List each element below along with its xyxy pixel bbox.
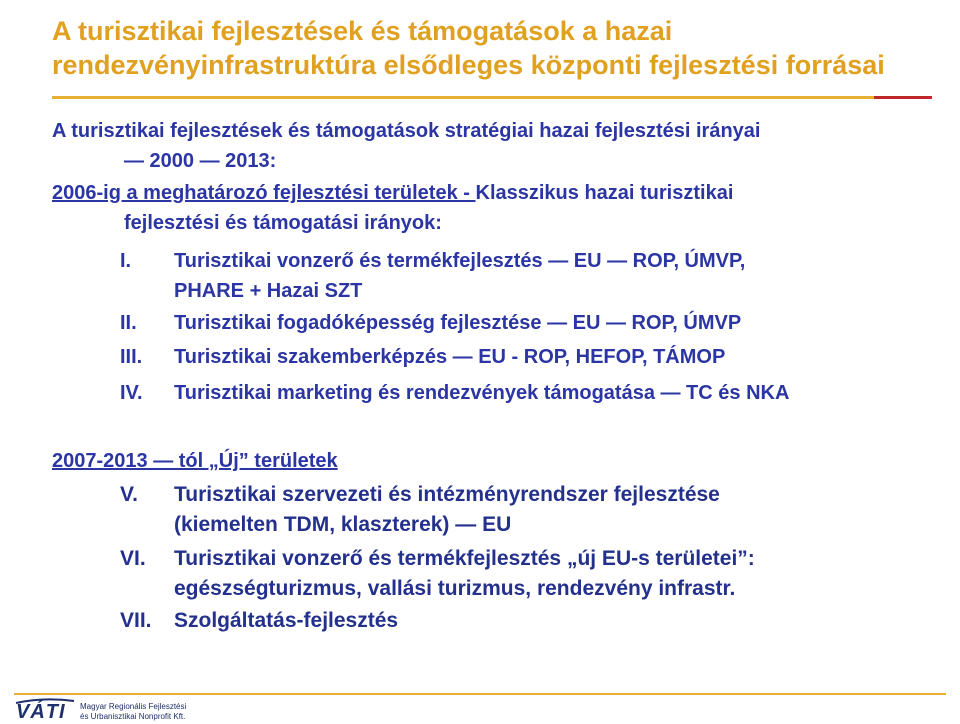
list-item-text: Turisztikai szakemberképzés — EU - ROP, HEFOP, TÁMOP bbox=[174, 346, 726, 368]
section-2006-rest: Klasszikus hazai turisztikai bbox=[475, 182, 734, 204]
list-item-text-line-2: egészségturizmus, vallási turizmus, rendezvény infrastr. bbox=[174, 577, 736, 600]
list-item-text-line-2: PHARE + Hazai SZT bbox=[174, 280, 363, 302]
vati-logo-subtitle bbox=[80, 702, 190, 722]
section-2007 bbox=[52, 446, 932, 476]
subheading bbox=[52, 116, 932, 176]
title-rule bbox=[52, 96, 932, 99]
slide-title-line-2: rendezvényinfrastruktúra elsődleges központi fejlesztési forrásai bbox=[52, 50, 885, 80]
slide-title bbox=[52, 14, 932, 82]
vati-logo-subtitle-line-2: és Urbanisztikai Nonprofit Kft. bbox=[80, 712, 186, 721]
section-2006-underlined: 2006-ig a meghatározó fejlesztési területek - bbox=[52, 182, 476, 204]
list-item-number: II. bbox=[120, 312, 137, 334]
subheading-line-2: — 2000 — 2013: bbox=[124, 150, 277, 172]
list-item-text: Szolgáltatás-fejlesztés bbox=[174, 609, 399, 632]
section-2006 bbox=[52, 178, 932, 238]
list-item-text: Turisztikai fogadóképesség fejlesztése — EU — ROP, ÚMVP bbox=[174, 312, 742, 334]
slide-title-line-1: A turisztikai fejlesztések és támogatások a hazai bbox=[52, 16, 673, 46]
list-item-number: VI. bbox=[120, 547, 146, 570]
list-item-number: V. bbox=[120, 483, 138, 506]
list-item-text: Turisztikai vonzerő és termékfejlesztés — EU — ROP, ÚMVP, bbox=[174, 250, 746, 272]
footer-rule bbox=[14, 693, 946, 695]
section-2006-line-2: fejlesztési és támogatási irányok: bbox=[124, 212, 442, 234]
section-2007-underlined: 2007-2013 — tól „Új” területek bbox=[52, 450, 338, 472]
list-item-text: Turisztikai szervezeti és intézményrendszer fejlesztése bbox=[174, 483, 720, 506]
vati-logo: VÁTI bbox=[16, 701, 66, 723]
list-item-text: Turisztikai vonzerő és termékfejlesztés „új EU-s területei”: bbox=[174, 547, 755, 570]
list-item-text: Turisztikai marketing és rendezvények támogatása — TC és NKA bbox=[174, 382, 790, 404]
footer bbox=[0, 683, 960, 723]
list-item-number: III. bbox=[120, 346, 143, 368]
list-item-number: IV. bbox=[120, 382, 143, 404]
title-rule-accent bbox=[874, 96, 932, 99]
list-item-number: I. bbox=[120, 250, 132, 272]
subheading-line-1: A turisztikai fejlesztések és támogatások stratégiai hazai fejlesztési irányai bbox=[52, 120, 761, 142]
list-item-number: VII. bbox=[120, 609, 152, 632]
list-item-text-line-2: (kiemelten TDM, klaszterek) — EU bbox=[174, 513, 512, 536]
vati-logo-subtitle-line-1: Magyar Regionális Fejlesztési bbox=[80, 702, 187, 711]
